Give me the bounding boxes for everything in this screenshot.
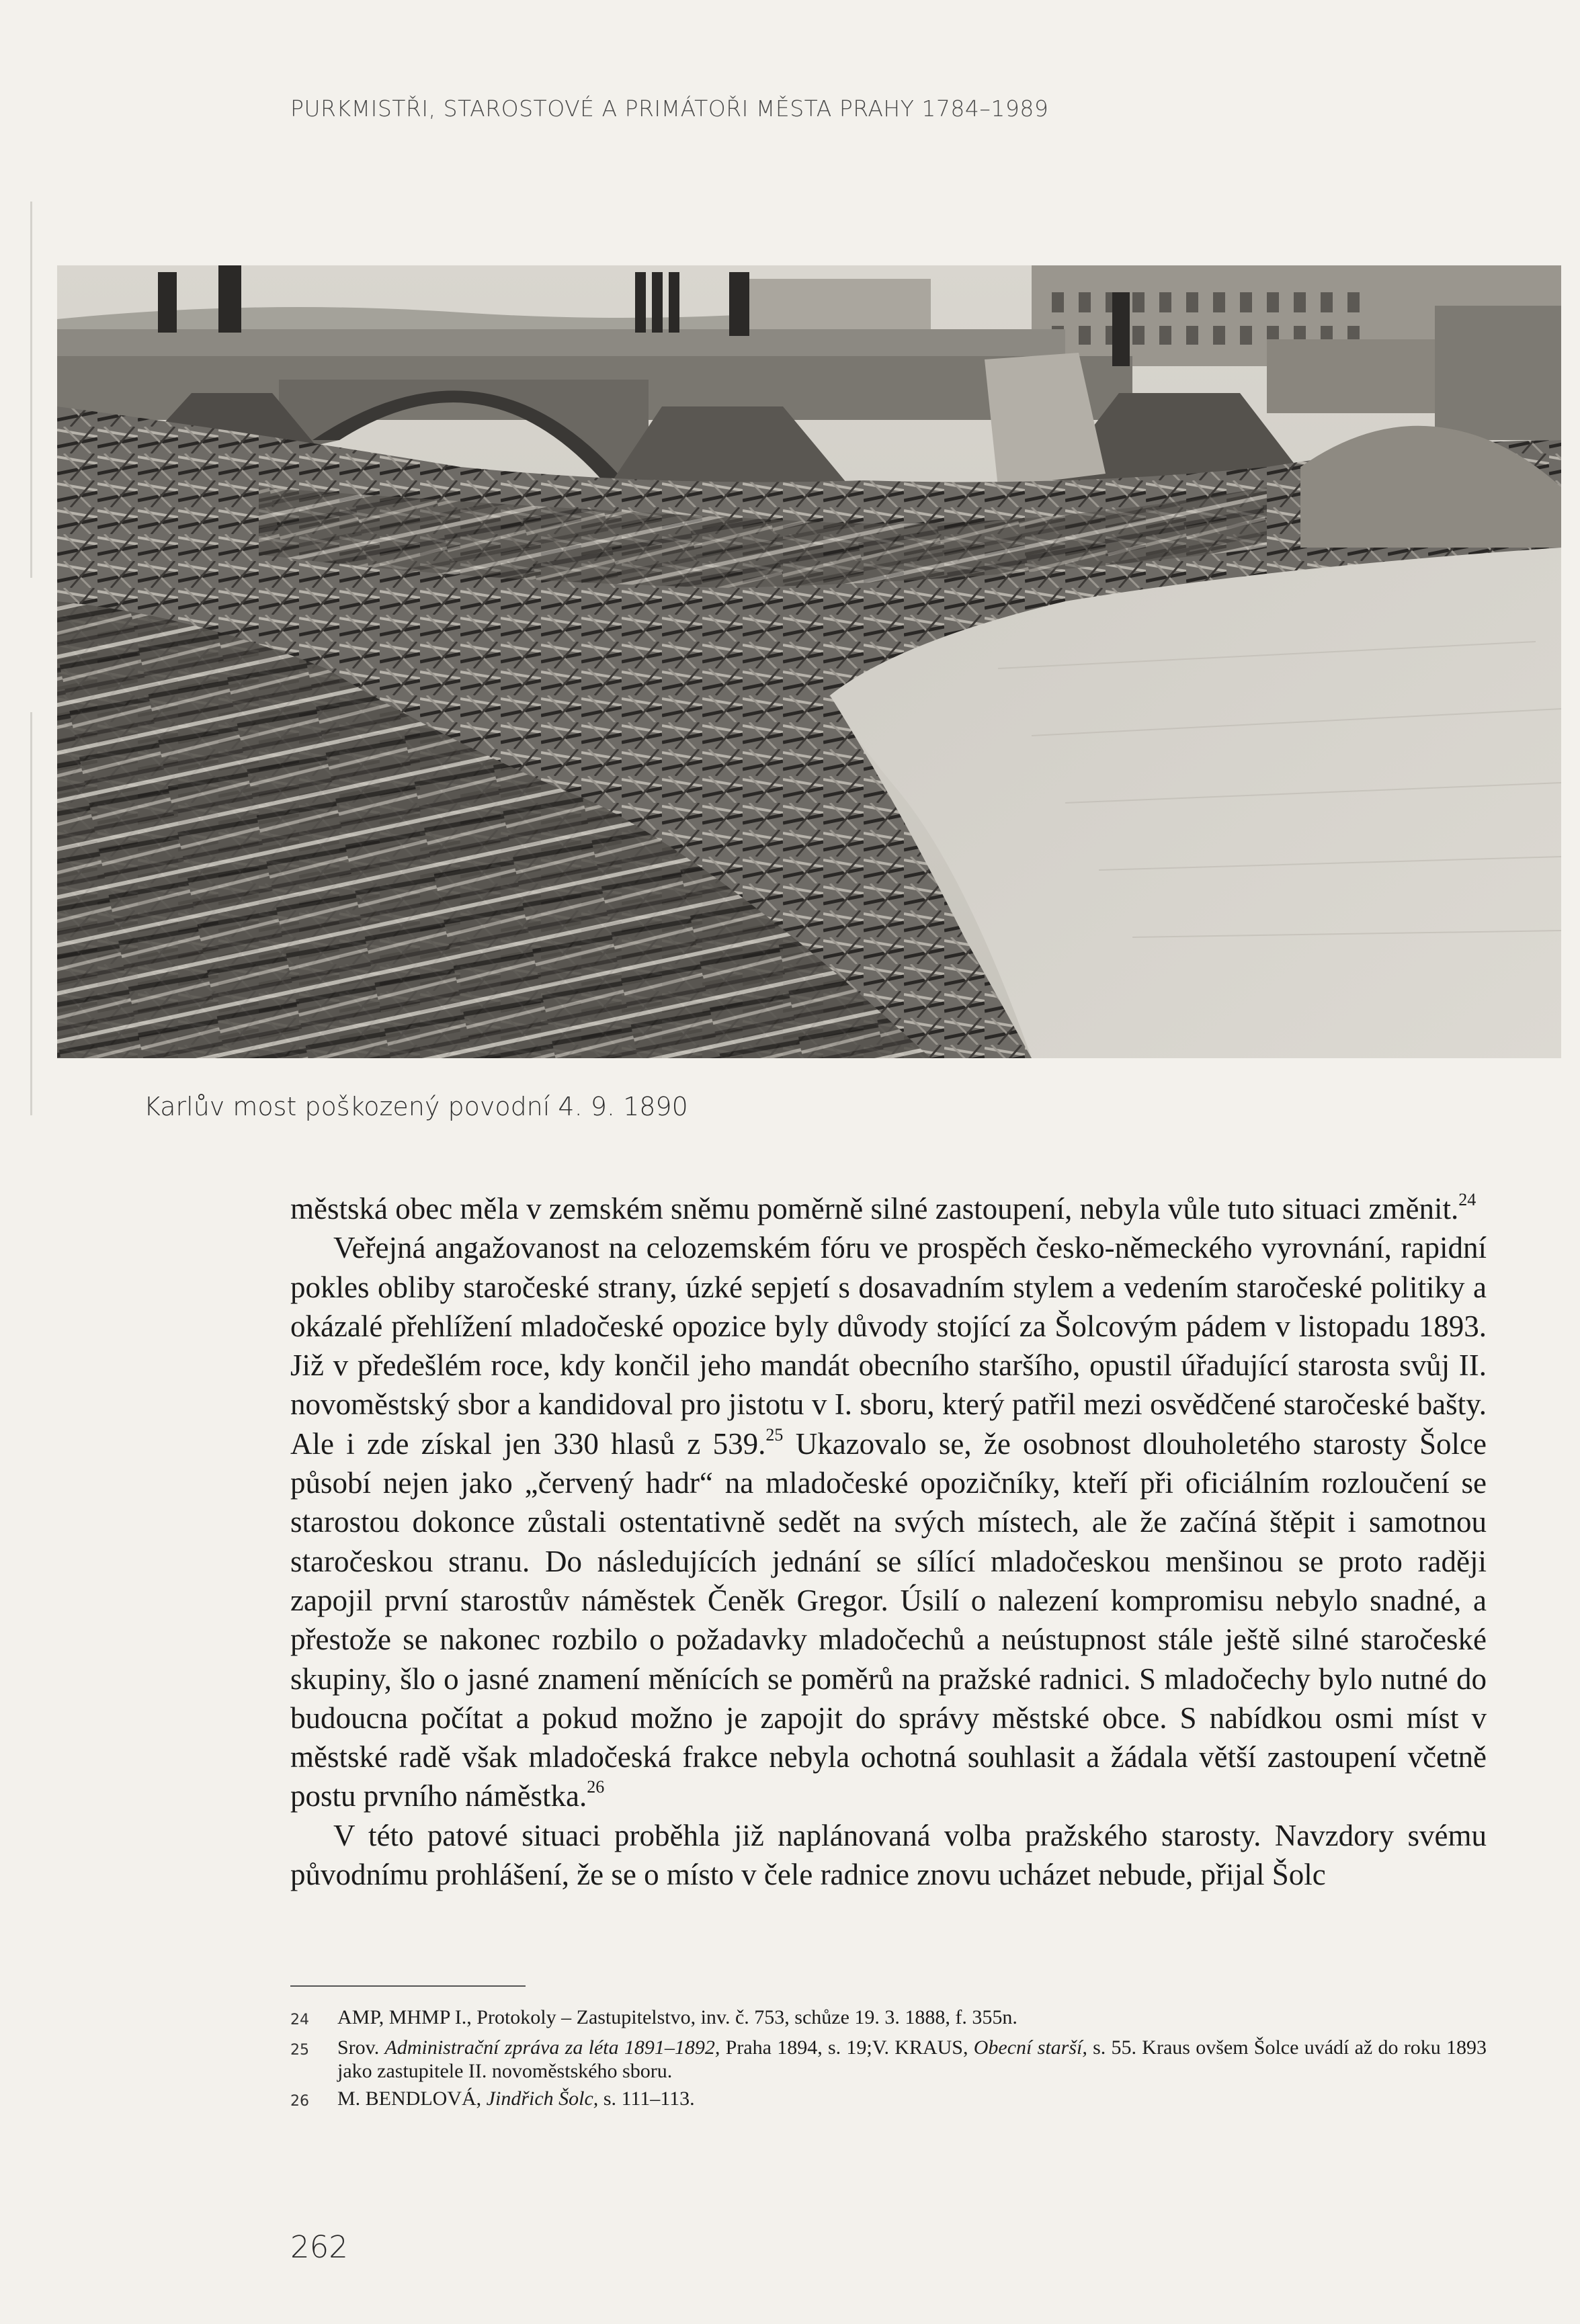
paragraph-3: V této patové situaci proběhla již naplánovaná volba pražského starosty. Navzdory svému původnímu prohlášení, že se o místo v čele radnice znovu ucházet nebude, přijal Šolc — [290, 1818, 1487, 1892]
footnotes — [290, 2006, 1487, 2117]
figure-caption: Karlův most poškozený povodní 4. 9. 1890 — [144, 1092, 688, 1121]
margin-line-top — [30, 202, 32, 578]
paragraph-2: Veřejná angažovanost na celozemském fóru ve prospěch česko-německého vyrovnání, rapidní pokles obliby staročeské strany, úzké sepjetí s dosavadním stylem a vedením staročeské politiky a okázalé přehlížení mladočeské opozice byly důvody stojící za Šolcovým pádem v listopadu 1893. Již v předešlém roce, kdy končil jeho mandát obecního staršího, opustil úřadující starosta svůj II. novoměstský sbor a kandidoval pro jistotu v I. sboru, který patřil mezi osvědčené staročeské bašty. Ale i zde získal jen 330 hlasů z 539.25 Ukazovalo se, že osobnost dlouholetého starosty Šolce působí nejen jako „červený hadr“ na mladočeské opozičníky, kteří při oficiálním rozloučení se starostou dokonce zůstali ostentativně sedět na svých místech, ale že začíná štěpit i samotnou staročeskou stranu. Do následujících jednání se sílící mladočeskou menšinou se proto raději zapojil první starostův náměstek Čeněk Gregor. Úsilí o nalezení kompromisu nebylo snadné, a přestože se nakonec rozbilo o požadavky mladočechů a neústupnost stále ještě silné staročeské skupiny, šlo o jasné znamení měnících se poměrů na pražské radnici. S mladočechy bylo nutné do budoucna počítat a pokud možno je zapojit do správy městské obce. S nabídkou osmi míst v městské radě však mladočeská frakce nebyla ochotná souhlasit a žádala větší zastoupení včetně postu prvního náměstka.$^{26}$ — [290, 1231, 1487, 1813]
footnote-ref-24[interactable]: 24 — [1458, 1190, 1477, 1209]
flood-photograph — [57, 265, 1561, 1058]
footnote-24: 24 AMP, MHMP I., Protokoly – Zastupitelstvo, inv. č. 753, schůze 19. 3. 1888, f. 355n. — [290, 2006, 1017, 2028]
paragraph-1: městská obec měla v zemském sněmu poměrně silné zastoupení, nebyla vůle tuto situaci změnit.$^{24}$ — [290, 1190, 1477, 1225]
footnote-ref-25[interactable]: 25 — [765, 1424, 784, 1445]
margin-line-mid — [30, 712, 32, 1115]
running-header: PURKMISTŘI, STAROSTOVÉ A PRIMÁTOŘI MĚSTA PRAHY 1784–1989 — [290, 95, 1049, 122]
footnote-25: 25 Srov. Administrační zpráva za léta 1891–1892, Praha 1894, s. 19;V. KRAUS, Obecní starší, s. 55. Kraus ovšem Šolce uvádí až do roku 1893 jako zastupitele II. novoměstského sboru. — [290, 2036, 1487, 2082]
footnote-26: 26 M. BENDLOVÁ, Jindřich Šolc, s. 111–113. — [290, 2088, 695, 2110]
footnote-ref-26[interactable]: 26 — [587, 1777, 605, 1797]
body-text — [290, 1189, 1487, 1894]
page-number: 262 — [290, 2229, 348, 2265]
footnote-rule — [290, 1985, 526, 1987]
